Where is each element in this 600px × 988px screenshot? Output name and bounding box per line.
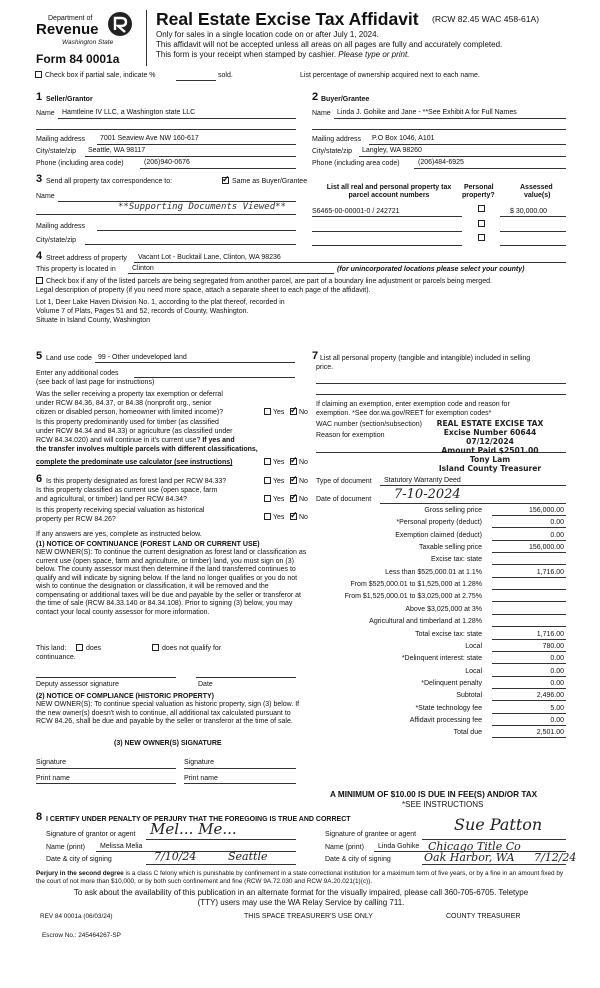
- grantor-name-field[interactable]: Melissa Melia: [100, 843, 143, 850]
- forest-q2-line-1: Is this property classified as current use (open space, farm: [36, 487, 218, 494]
- calc-value-field[interactable]: 2,496.00: [536, 692, 564, 699]
- calc-value-field[interactable]: 2,501.00: [536, 729, 564, 736]
- calc-label: From $525,000.01 to $1,525,000 at 1.28%: [350, 581, 482, 588]
- calc-value-underline: [492, 737, 566, 738]
- exemption-no-label: No: [299, 409, 308, 416]
- calc-value-underline: [492, 676, 566, 677]
- partial-sale-sold: sold.: [218, 72, 233, 79]
- calc-label: *Delinquent interest: state: [401, 655, 482, 662]
- dor-logo-icon: [106, 10, 134, 38]
- parcel-col-header-1a: List all real and personal property tax: [326, 184, 452, 191]
- seller-phone-field[interactable]: (206)940-0676: [144, 159, 190, 166]
- same-as-buyer-label: Same as Buyer/Grantee: [232, 178, 308, 185]
- land-use-field[interactable]: 99 - Other undeveloped land: [98, 354, 187, 361]
- land-does-not-label: does not qualify for: [162, 645, 222, 652]
- calc-label: Above $3,025,000 at 3%: [405, 606, 482, 613]
- located-in-field[interactable]: Clinton: [132, 265, 154, 272]
- calc-label: Local: [465, 643, 482, 650]
- calc-value-field[interactable]: 156,000.00: [528, 544, 564, 551]
- treasurer-stamp-line-6: Island County Treasurer: [438, 464, 542, 473]
- forest-q2-yes-checkbox[interactable]: [264, 495, 271, 502]
- this-land-label: This land:: [36, 645, 67, 652]
- perjury-notice: Perjury in the second degree is a class C felony which is punishable by confinement in a state correctional institution for a maximum term of five years, or by a fine in an amount fixed by the court of not more than $10,000, or by both such confinement and fine (RCW 9A.72.030 and RCW 9A.20.021(1)(c)).: [36, 870, 564, 885]
- seller-city-field[interactable]: Seattle, WA 98117: [88, 147, 146, 154]
- parcel-number-1[interactable]: S6465-00-00001-0 / 242721: [312, 208, 400, 215]
- grantor-signature[interactable]: Mel... Me...: [150, 820, 237, 838]
- grantor-name-label: Name (print): [46, 844, 85, 851]
- county-treasurer-label: COUNTY TREASURER: [446, 913, 521, 920]
- exemption-claim-label-2: exemption. *See dor.wa.gov/REET for exemption codes*: [316, 410, 492, 417]
- treasurer-stamp-line-3: 07/12/2024: [466, 437, 514, 446]
- timber-q-line-5: complete the predominate use calculator (see instructions): [36, 459, 233, 466]
- calc-value-underline: [492, 614, 566, 615]
- calc-value-underline: [492, 564, 566, 565]
- grantee-signature-label: Signature of grantee or agent: [325, 831, 417, 838]
- timber-q-line-3: RCW 84.34.020) and will continue in it's current use? If yes and: [36, 437, 235, 444]
- land-does-not-checkbox[interactable]: [152, 644, 159, 651]
- grantor-date-field[interactable]: 7/10/24: [154, 850, 197, 863]
- correspondence-mailing-label: Mailing address: [36, 223, 86, 230]
- land-does-label: does: [86, 645, 102, 652]
- seller-name-label: Name: [36, 110, 55, 117]
- calc-value-field[interactable]: 780.00: [542, 643, 564, 650]
- accessibility-line-2: (TTY) users may use the WA Relay Service by calling 711.: [197, 898, 405, 907]
- treasurer-use-only: THIS SPACE TREASURER'S USE ONLY: [244, 913, 373, 920]
- forest-q1-yes-checkbox[interactable]: [264, 477, 271, 484]
- accessibility-line-1: To ask about the availability of this publication in an alternate format for the visually impaired, please call 360-705-6705. Teletype: [73, 888, 529, 897]
- grantee-name-field[interactable]: Linda Gohike: [378, 843, 420, 850]
- forest-q3-yes-label: Yes: [273, 514, 285, 521]
- seller-name-field[interactable]: Hamtleine IV LLC, a Washington state LLC: [62, 109, 196, 116]
- calc-value-underline: [492, 725, 566, 726]
- new-owner-signature-title: (3) NEW OWNER(S) SIGNATURE: [114, 740, 222, 747]
- header-note-1: Only for sales in a single location code on or after July 1, 2024.: [156, 30, 379, 39]
- calc-label: Taxable selling price: [418, 544, 482, 551]
- segregated-checkbox[interactable]: [36, 277, 43, 284]
- exemption-no-checkbox[interactable]: [290, 408, 297, 415]
- calc-value-underline: [492, 700, 566, 701]
- located-in-label: This property is located in: [36, 266, 116, 273]
- header-note-2: This affidavit will not be accepted unless all areas on all pages are fully and accurately completed.: [156, 40, 503, 49]
- form-number: Form 84 0001a: [36, 52, 120, 66]
- calc-label: Total due: [453, 729, 482, 736]
- treasurer-stamp-line-5: Tony Lam: [469, 455, 511, 464]
- seller-heading: Seller/Grantor: [46, 96, 93, 103]
- timber-no-label: No: [299, 459, 308, 466]
- timber-yes-label: Yes: [273, 459, 285, 466]
- owner-signature-label-2: Signature: [184, 759, 214, 766]
- personal-property-checkbox-2[interactable]: [478, 220, 485, 227]
- additional-codes-note: (see back of last page for instructions): [36, 379, 155, 386]
- buyer-city-label: City/state/zip: [312, 148, 353, 155]
- calc-label: Local: [465, 668, 482, 675]
- parcel-col-header-2b: property?: [462, 192, 495, 199]
- correspondence-name-label: Name: [36, 193, 55, 200]
- grantor-signature-label: Signature of grantor or agent: [46, 831, 136, 838]
- legal-description-line-3: Situate in Island County, Washington: [36, 317, 151, 324]
- personal-property-label-2: price.: [316, 364, 334, 371]
- legal-description-line-2: Volume 7 of Plats, Pages 51 and 52, records of County, Washington.: [36, 308, 249, 315]
- dept-line2: Revenue: [36, 21, 99, 38]
- exemption-claim-label-1: If claiming an exemption, enter exemption code and reason for: [316, 401, 510, 408]
- exemption-q-line-2: under RCW 84.36, 84.37, or 84.38 (nonprofit org., senior: [36, 400, 212, 407]
- parcel-col-header-3b: value(s): [524, 192, 551, 199]
- buyer-mailing-field[interactable]: P.O Box 1046, A101: [372, 135, 435, 142]
- notice-continuance-text: NEW OWNER(S): To continue the current designation as forest land or classification as current use (open space, farm and agriculture, or timber) land, you must sign on (3) below. The county assessor must then determine if the land transferred continues to qualify and will indicate by signing below. If the land no longer qualifies or you do not wish to continue the designation or classification, it will be removed and the compensating or additional taxes will be due and payable by the seller or transferor at the time of sale (RCW 84.33.140 or 84.34.108). Prior to signing (3) below, you may contact your local county assessor for more information.: [36, 549, 307, 616]
- seller-city-label: City/state/zip: [36, 148, 77, 155]
- exemption-yes-checkbox[interactable]: [264, 408, 271, 415]
- exemption-yes-label: Yes: [273, 409, 285, 416]
- partial-sale-checkbox[interactable]: [35, 71, 42, 78]
- calc-value-underline: [492, 589, 566, 590]
- forest-q1-yes-label: Yes: [273, 478, 285, 485]
- statute: (RCW 82.45 WAC 458-61A): [432, 14, 540, 24]
- grantee-date-city-label: Date & city of signing: [325, 856, 391, 863]
- legal-description-line-1: Lot 1, Deer Lake Haven Division No. 1, according to the plat thereof, recorded in: [36, 299, 285, 306]
- calc-label: Less than $525,000.01 at 1.1%: [385, 569, 482, 576]
- calc-value-field[interactable]: 0.00: [550, 680, 564, 687]
- calc-value-field[interactable]: 0.00: [550, 668, 564, 675]
- buyer-phone-label: Phone (including area code): [312, 160, 400, 167]
- forest-q2-line-2: and agricultural, or timber) land per RCW 84.34?: [36, 496, 187, 503]
- grantor-date-city-label: Date & city of signing: [46, 856, 112, 863]
- section-4-number: 4: [36, 250, 43, 262]
- exemption-q-line-3: citizen or disabled person, homeowner with limited income)?: [36, 409, 224, 416]
- parcel-col-header-1b: parcel account numbers: [348, 192, 430, 199]
- treasurer-stamp-line-2: Excise Number 60644: [443, 428, 537, 437]
- calc-label: Excise tax: state: [431, 556, 482, 563]
- owner-signature-label-1: Signature: [36, 759, 66, 766]
- document-date-field[interactable]: 7-10-2024: [394, 487, 461, 502]
- forest-q2-yes-label: Yes: [273, 496, 285, 503]
- certify-heading: I CERTIFY UNDER PENALTY OF PERJURY THAT THE FOREGOING IS TRUE AND CORRECT: [46, 816, 351, 823]
- forest-q2-no-label: No: [299, 496, 308, 503]
- reason-exemption-label: Reason for exemption: [316, 432, 385, 439]
- parcel-value-1[interactable]: $ 30,000.00: [510, 208, 547, 215]
- calc-value-field[interactable]: 0.00: [550, 519, 564, 526]
- located-in-note: (for unincorporated locations please select your county): [337, 266, 525, 273]
- dept-line1: Department of: [48, 15, 93, 22]
- document-date-label: Date of document: [316, 496, 372, 503]
- seller-mailing-field[interactable]: 7001 Seaview Ave NW 160-617: [100, 135, 199, 142]
- forest-q2-no-checkbox[interactable]: [290, 495, 297, 502]
- forest-q1-no-label: No: [299, 478, 308, 485]
- calc-label: Agricultural and timberland at 1.28%: [369, 618, 482, 625]
- parcel-col-header-2a: Personal: [464, 184, 494, 191]
- personal-property-label-1: List all personal property (tangible and intangible) included in selling: [320, 355, 531, 362]
- grantee-date-field[interactable]: 7/12/24: [534, 851, 577, 864]
- calc-value-underline: [492, 601, 566, 602]
- calc-value-underline: [492, 552, 566, 553]
- grantor-city-field[interactable]: Seattle: [228, 850, 268, 863]
- if-yes-note: If any answers are yes, complete as instructed below.: [36, 531, 202, 538]
- calc-label: Gross selling price: [424, 507, 482, 514]
- section-8-number: 8: [36, 811, 43, 823]
- street-address-field[interactable]: Vacant Lot - Bucktail Lane, Clinton, WA 98236: [138, 254, 281, 261]
- deputy-signature-label: Deputy assessor signature: [36, 681, 119, 688]
- see-instructions: *SEE INSTRUCTIONS: [402, 800, 484, 809]
- forest-q3-line-1: Is this property receiving special valuation as historical: [36, 507, 205, 514]
- forest-q3-line-2: property per RCW 84.26?: [36, 516, 116, 523]
- calc-value-underline: [492, 651, 566, 652]
- calc-value-field[interactable]: 5.00: [550, 705, 564, 712]
- calc-value-field[interactable]: 1,716.00: [536, 569, 564, 576]
- calc-value-underline: [492, 639, 566, 640]
- buyer-name-label: Name: [312, 110, 331, 117]
- buyer-phone-field[interactable]: (206)484-6925: [418, 159, 464, 166]
- timber-q-line-1: Is this property predominantly used for timber (as classified: [36, 419, 219, 426]
- page-title: Real Estate Excise Tax Affidavit: [156, 9, 419, 29]
- deputy-date-label: Date: [198, 681, 213, 688]
- revision-number: REV 84 0001a (06/03/24): [40, 913, 113, 920]
- exemption-q-line-1: Was the seller receiving a property tax exemption or deferral: [36, 391, 223, 398]
- notice-continuance-title: (1) NOTICE OF CONTINUANCE (FOREST LAND OR CURRENT USE): [36, 541, 260, 548]
- street-address-label: Street address of property: [46, 255, 127, 262]
- grantee-company-field[interactable]: Chicago Title Co: [428, 840, 521, 853]
- calc-value-underline: [492, 626, 566, 627]
- timber-q-line-2: under RCW 84.34 and 84.33) or agriculture (as classified under: [36, 428, 233, 435]
- section-1-number: 1: [36, 91, 43, 103]
- buyer-mailing-label: Mailing address: [312, 136, 362, 143]
- calc-value-underline: [492, 577, 566, 578]
- header-note-3: This form is your receipt when stamped by cashier. Please type or print.: [156, 50, 410, 59]
- personal-property-checkbox-3[interactable]: [478, 234, 485, 241]
- continuance-label: continuance.: [36, 654, 76, 661]
- buyer-name-field[interactable]: Linda J. Gohike and Jane - **See Exhibit A for Full Names: [337, 109, 517, 116]
- parcel-col-header-3a: Assessed: [520, 184, 553, 191]
- calc-label: Exemption claimed (deduct): [395, 532, 482, 539]
- treasurer-stamp-line-4: Amount Paid $2501.00: [441, 446, 539, 455]
- calc-label: Total excise tax: state: [415, 631, 482, 638]
- buyer-city-field[interactable]: Langley, WA 98260: [362, 147, 422, 154]
- same-as-buyer-checkbox[interactable]: [222, 177, 229, 184]
- segregated-label: Check box if any of the listed parcels are being segregated from another parcel, are part of a boundary line adjustment or parcels being merged.: [46, 278, 492, 285]
- dept-line3: Washington State: [62, 39, 114, 46]
- document-type-label: Type of document: [316, 478, 372, 485]
- forest-q1-no-checkbox[interactable]: [290, 477, 297, 484]
- forest-q3-yes-checkbox[interactable]: [264, 513, 271, 520]
- grantee-city-field[interactable]: Oak Harbor, WA: [424, 851, 515, 864]
- notice-compliance-title: (2) NOTICE OF COMPLIANCE (HISTORIC PROPERTY): [36, 693, 214, 700]
- timber-q-line-4: the transfer involves multiple parcels with different classifications,: [36, 446, 258, 453]
- calc-value-underline: [492, 688, 566, 689]
- section-3-number: 3: [36, 173, 43, 185]
- personal-property-checkbox-1[interactable]: [478, 205, 485, 212]
- seller-phone-label: Phone (including area code): [36, 160, 124, 167]
- land-use-label: Land use code: [46, 355, 92, 362]
- calc-label: Subtotal: [456, 692, 482, 699]
- correspondence-city-label: City/state/zip: [36, 237, 77, 244]
- escrow-number: Escrow No.: 245464267-SP: [42, 932, 121, 939]
- calc-label: From $1,525,000.01 to $3,025,000 at 2.75%: [344, 593, 482, 600]
- buyer-heading: Buyer/Grantee: [321, 96, 370, 103]
- owner-print-name-label-1: Print name: [36, 775, 70, 782]
- calc-value-underline: [492, 713, 566, 714]
- document-type-field[interactable]: Statutory Warranty Deed: [384, 477, 461, 484]
- section-5-number: 5: [36, 350, 43, 362]
- section-7-number: 7: [312, 350, 319, 362]
- forest-q3-no-label: No: [299, 514, 308, 521]
- legal-description-label: Legal description of property (if you need more space, attach a separate sheet to each page of the affidavit).: [36, 287, 371, 294]
- timber-yes-checkbox[interactable]: [264, 458, 271, 465]
- calc-value-underline: [492, 515, 566, 516]
- timber-no-checkbox[interactable]: [290, 458, 297, 465]
- calc-value-field[interactable]: 1,716.00: [536, 631, 564, 638]
- calc-label: *Personal property (deduct): [396, 519, 482, 526]
- minimum-notice: A MINIMUM OF $10.00 IS DUE IN FEE(S) AND/OR TAX: [330, 790, 538, 799]
- section-6-number: 6: [36, 473, 43, 485]
- grantee-name-label: Name (print): [325, 844, 364, 851]
- notice-compliance-text: NEW OWNER(S): To continue special valuation as historic property, sign (3) below. If the new owner(s) doesn't wish to continue, all additional tax calculated pursuant to RCW 84.26, shall be due and payable by the seller or transferor at the time of sale.: [36, 701, 300, 725]
- calc-value-field[interactable]: 0.00: [550, 717, 564, 724]
- additional-codes-label: Enter any additional codes: [36, 370, 119, 377]
- seller-mailing-label: Mailing address: [36, 136, 86, 143]
- calc-value-underline: [492, 663, 566, 664]
- owner-print-name-label-2: Print name: [184, 775, 218, 782]
- calc-value-field[interactable]: 0.00: [550, 655, 564, 662]
- supporting-documents-stamp: **Supporting Documents Viewed**: [118, 202, 286, 212]
- grantee-signature[interactable]: Sue Patton: [454, 815, 543, 834]
- partial-sale-label: Check box if partial sale, indicate %: [45, 72, 156, 79]
- calc-label: *State technology fee: [415, 705, 482, 712]
- calc-label: *Delinquent penalty: [421, 680, 482, 687]
- wac-number-label: WAC number (section/subsection): [316, 421, 422, 428]
- correspondence-label: Send all property tax correspondence to:: [46, 178, 173, 185]
- calc-label: Affidavit processing fee: [409, 717, 482, 724]
- list-percentage-note: List percentage of ownership acquired next to each name.: [300, 72, 480, 79]
- calc-value-underline: [492, 540, 566, 541]
- calc-value-field[interactable]: 156,000.00: [528, 507, 564, 514]
- section-2-number: 2: [312, 91, 319, 103]
- land-does-checkbox[interactable]: [76, 644, 83, 651]
- calc-value-field[interactable]: 0.00: [550, 532, 564, 539]
- treasurer-stamp-line-1: REAL ESTATE EXCISE TAX: [436, 419, 544, 428]
- forest-q3-no-checkbox[interactable]: [290, 513, 297, 520]
- forest-q1: Is this property designated as forest land per RCW 84.33?: [46, 478, 227, 485]
- calc-value-underline: [492, 527, 566, 528]
